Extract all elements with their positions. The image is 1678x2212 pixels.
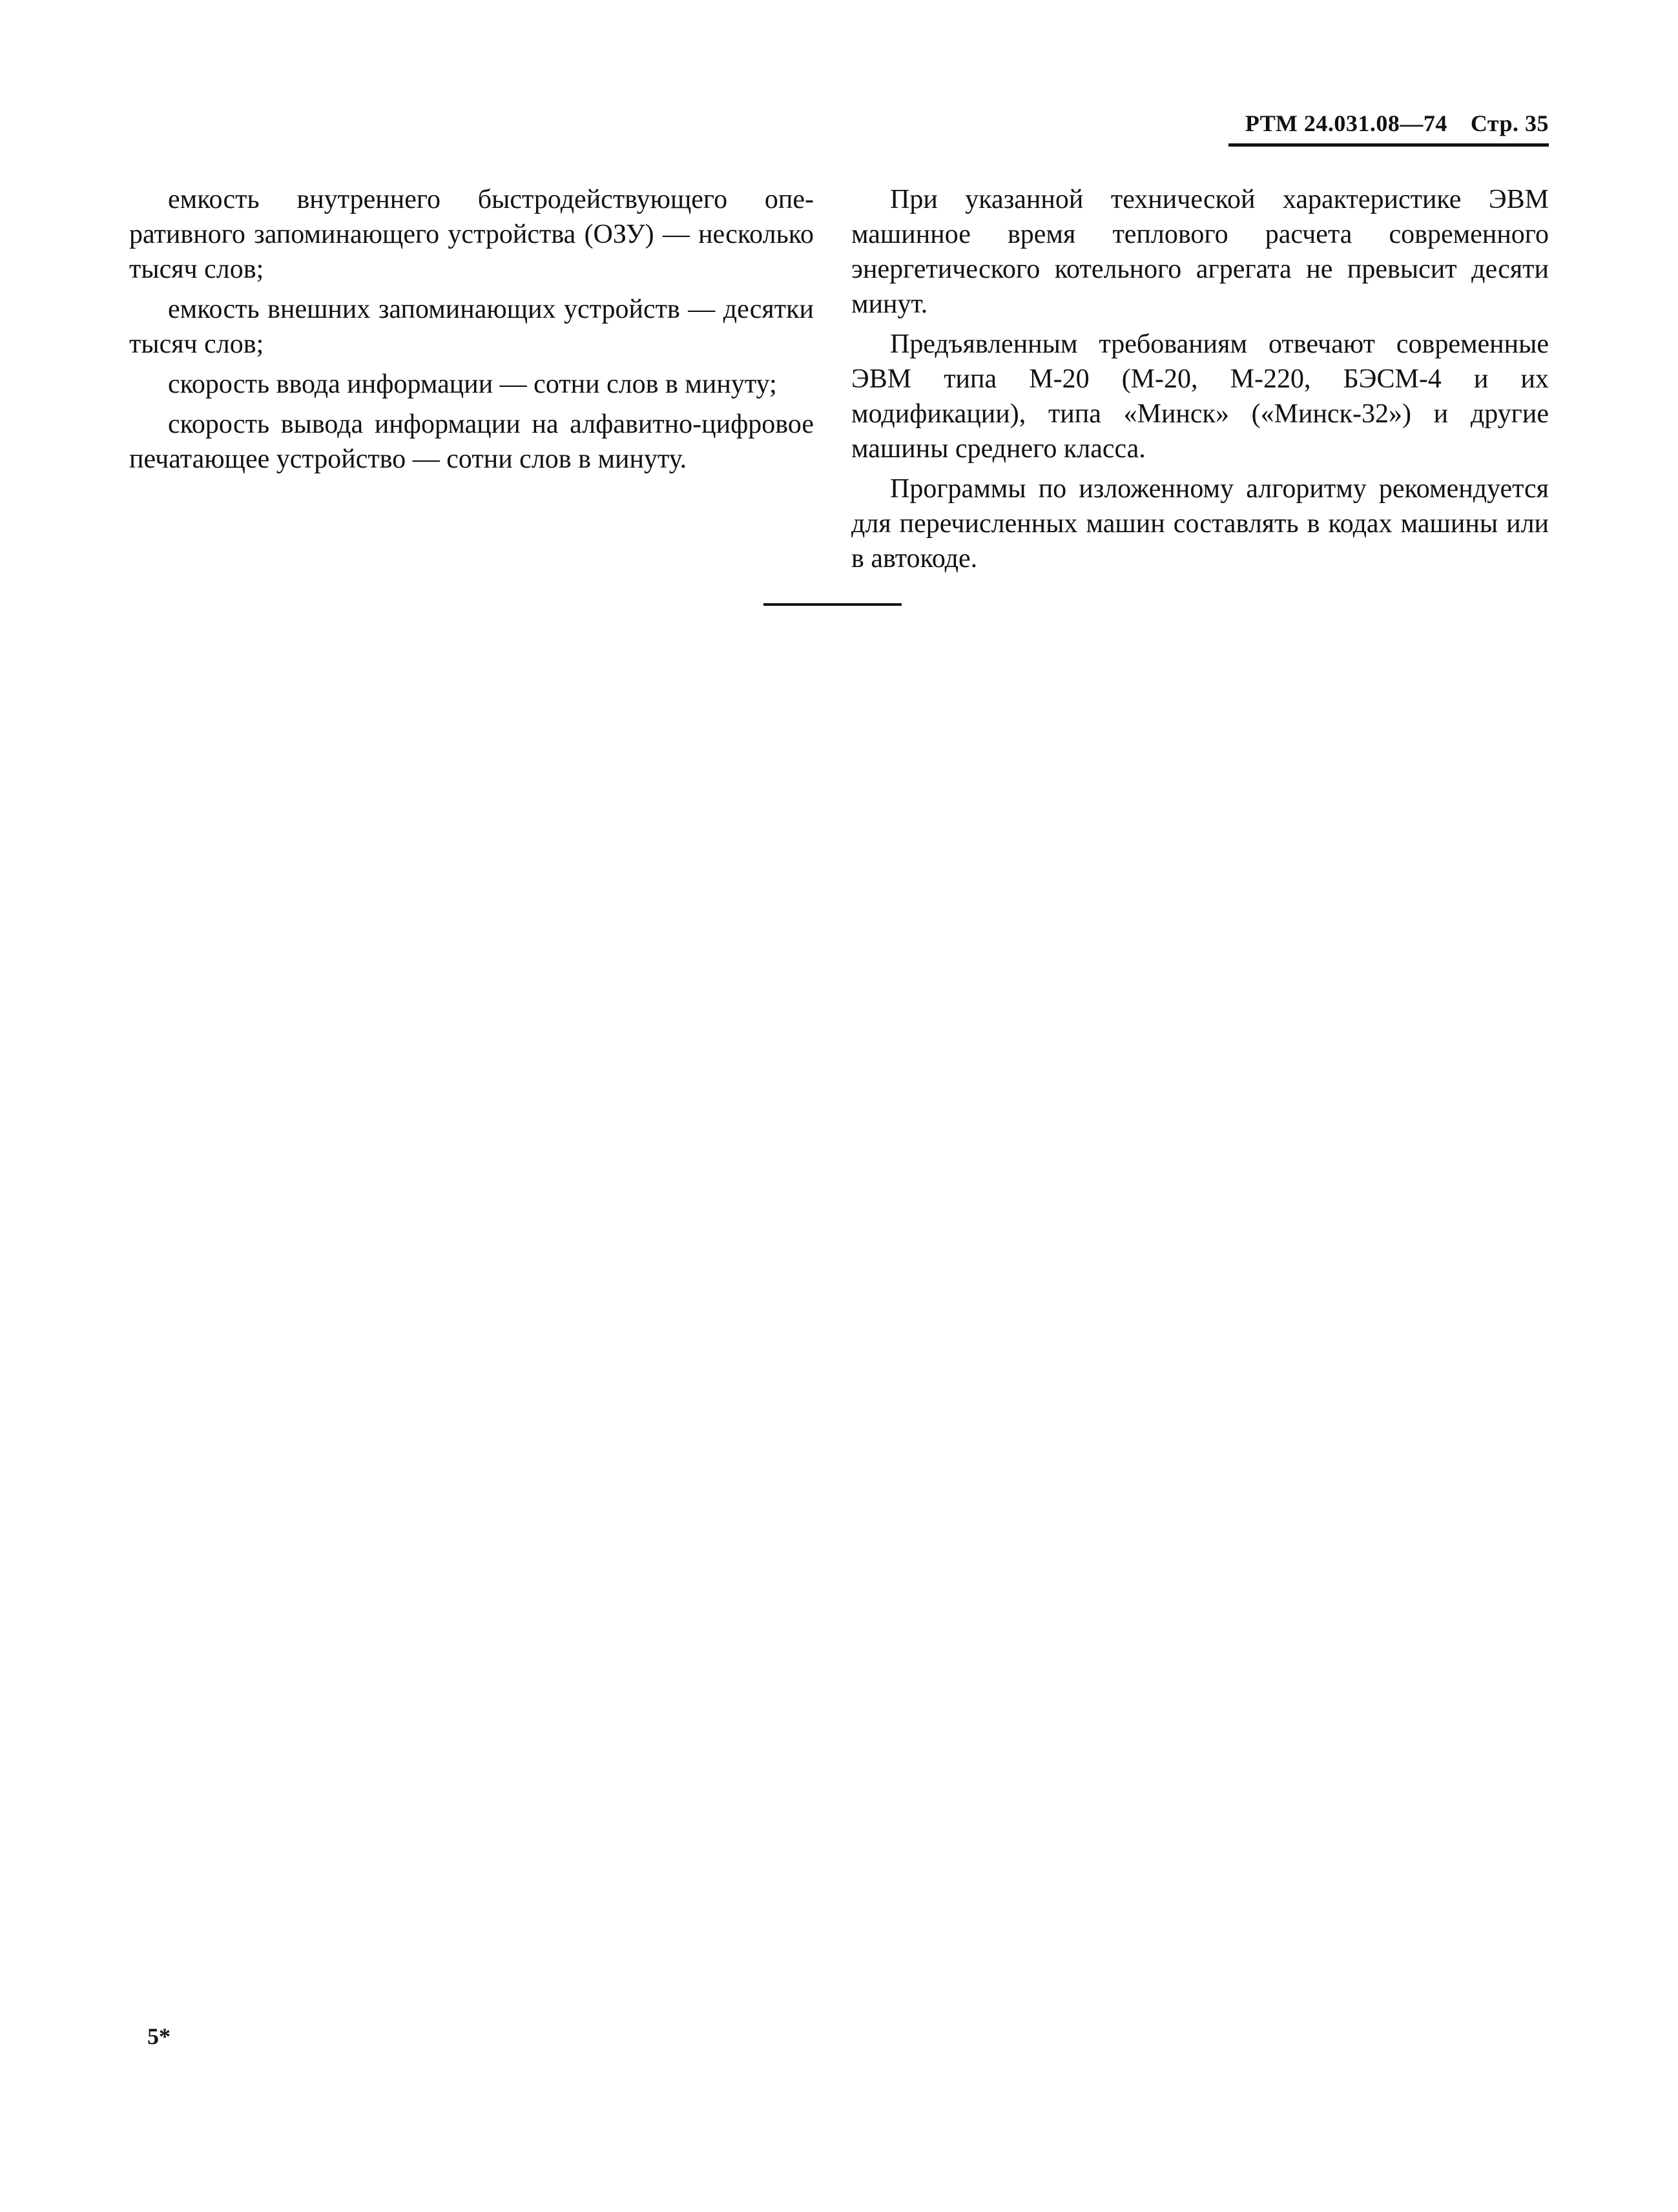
left-paragraph-2: емкость внешних запоминающих устройств — десятки тысяч слов; (129, 295, 814, 359)
right-column (851, 182, 1549, 581)
signature-mark: 5* (147, 2023, 171, 2049)
right-paragraph-1: При указанной технической характеристике ЭВМ машинное время теплового расчета современного энергетического котельного агрегата не превысит десяти минут. (851, 185, 1549, 319)
section-end-rule (763, 603, 902, 606)
right-paragraph-3: Программы по изложенному алгоритму рекомендуется для перечисленных машин составлять в кодах машины или в автокоде. (851, 474, 1549, 574)
document-code: РТМ 24.031.08—74 (1245, 110, 1447, 136)
left-paragraph-3: скорость ввода информации — сотни слов в минуту; (168, 369, 777, 399)
left-paragraph-1: емкость внутреннего быстродействующего оперативного запоминающего устройства (ОЗУ) — несколько тысяч слов; (129, 185, 814, 284)
left-column (129, 182, 814, 482)
left-paragraph-4: скорость вывода информации на алфавитно-цифровое печатающее устройство — сотни слов в минуту. (129, 409, 814, 474)
header-rule (1228, 143, 1549, 147)
running-header (1245, 110, 1549, 137)
page-number: Стр. 35 (1470, 110, 1549, 136)
right-paragraph-2: Предъявленным требованиям отвечают современные ЭВМ типа М-20 (М-20, М-220, БЭСМ-4 и их модификации), типа «Минск» («Минск-32») и другие машины среднего класса. (851, 329, 1549, 464)
